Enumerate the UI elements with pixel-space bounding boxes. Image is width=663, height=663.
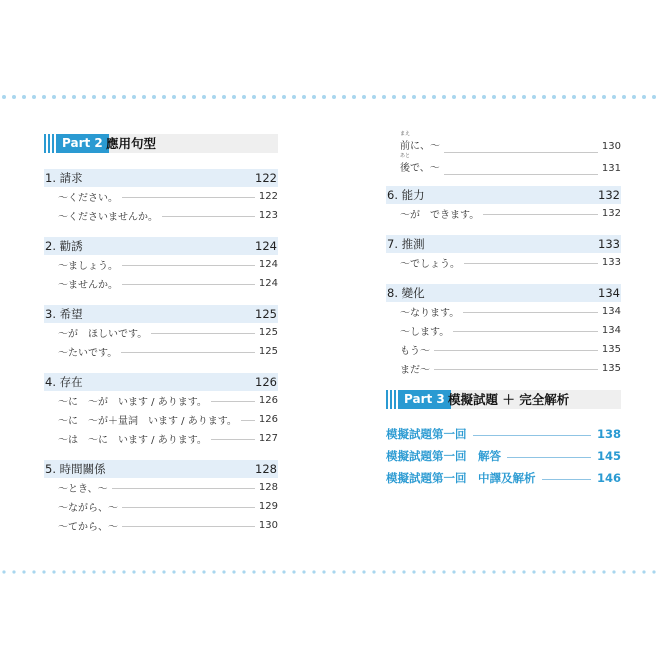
exam-label: 模擬試題第一回 解答 bbox=[386, 449, 501, 463]
entry-page-number: 133 bbox=[601, 257, 621, 268]
entry-label: もう～ bbox=[400, 346, 430, 357]
stripe-marker-icon bbox=[386, 390, 398, 409]
section-title: 8. 變化 bbox=[387, 286, 425, 300]
border-dot bbox=[422, 570, 425, 573]
toc-section bbox=[44, 373, 278, 448]
leader-line bbox=[542, 479, 591, 480]
leader-line bbox=[444, 174, 598, 175]
leader-line bbox=[453, 331, 598, 332]
border-dot bbox=[372, 95, 376, 99]
section-heading bbox=[44, 169, 278, 187]
border-dot bbox=[512, 95, 516, 99]
border-dot bbox=[232, 570, 235, 573]
border-dot bbox=[142, 570, 145, 573]
toc-entry bbox=[44, 410, 278, 429]
border-dot bbox=[462, 570, 465, 573]
border-dot bbox=[452, 570, 455, 573]
border-dot bbox=[642, 95, 646, 99]
entry-page-number: 122 bbox=[258, 191, 278, 202]
border-dot bbox=[12, 570, 15, 573]
border-dot bbox=[212, 570, 215, 573]
entry-label: ～します。 bbox=[400, 327, 450, 338]
entry-label: ～とき、～ bbox=[58, 484, 108, 495]
part2-tag: Part 2 bbox=[56, 134, 109, 153]
entry-page-number: 135 bbox=[601, 344, 621, 355]
section-heading bbox=[44, 237, 278, 255]
top-dot-border bbox=[0, 92, 663, 102]
part2-title: 應用句型 bbox=[106, 136, 157, 151]
border-dot bbox=[302, 95, 306, 99]
border-dot bbox=[252, 570, 255, 573]
toc-entry bbox=[44, 342, 278, 361]
entry-text: 前に、～ bbox=[400, 141, 440, 152]
border-dot bbox=[502, 570, 505, 573]
border-dot bbox=[612, 570, 615, 573]
border-dot bbox=[322, 95, 326, 99]
border-dot bbox=[542, 570, 545, 573]
border-dot bbox=[62, 570, 65, 573]
leader-line bbox=[121, 352, 255, 353]
border-dot bbox=[122, 570, 125, 573]
border-dot bbox=[382, 570, 385, 573]
section-page-number: 126 bbox=[255, 375, 277, 389]
entry-page-number: 130 bbox=[601, 141, 621, 152]
border-dot bbox=[472, 95, 476, 99]
entry-label: ～は ～に います / あります。 bbox=[58, 435, 207, 446]
toc-entry bbox=[44, 187, 278, 206]
border-dot bbox=[622, 570, 625, 573]
border-dot bbox=[522, 95, 526, 99]
border-dot bbox=[432, 95, 436, 99]
border-dot bbox=[132, 570, 135, 573]
border-dot bbox=[412, 570, 415, 573]
border-dot bbox=[612, 95, 616, 99]
border-dot bbox=[102, 95, 106, 99]
border-dot bbox=[242, 95, 246, 99]
border-dot bbox=[322, 570, 325, 573]
leader-line bbox=[211, 439, 255, 440]
furigana: あと bbox=[400, 153, 411, 159]
border-dot bbox=[62, 95, 66, 99]
border-dot bbox=[252, 95, 256, 99]
border-dot bbox=[72, 570, 75, 573]
border-dot bbox=[72, 95, 76, 99]
border-dot bbox=[542, 95, 546, 99]
border-dot bbox=[532, 95, 536, 99]
border-dot bbox=[462, 95, 466, 99]
entry-page-number: 125 bbox=[258, 346, 278, 357]
section-page-number: 125 bbox=[255, 307, 277, 321]
leader-line bbox=[434, 350, 598, 351]
toc-section bbox=[44, 169, 278, 225]
entry-page-number: 128 bbox=[258, 482, 278, 493]
toc-section bbox=[386, 186, 621, 223]
toc-entry bbox=[386, 302, 621, 321]
toc-entry bbox=[44, 206, 278, 225]
entry-page-number: 123 bbox=[258, 210, 278, 221]
border-dot bbox=[152, 570, 155, 573]
border-dot bbox=[172, 95, 176, 99]
border-dot bbox=[242, 570, 245, 573]
section-heading bbox=[44, 460, 278, 478]
border-dot bbox=[152, 95, 156, 99]
leader-line bbox=[122, 526, 255, 527]
right-column bbox=[386, 131, 621, 489]
bottom-dot-border bbox=[0, 567, 663, 577]
entry-page-number: 125 bbox=[258, 327, 278, 338]
entry-page-number: 130 bbox=[258, 520, 278, 531]
border-dot bbox=[312, 570, 315, 573]
section-heading bbox=[386, 235, 621, 253]
entry-page-number: 124 bbox=[258, 259, 278, 270]
border-dot bbox=[492, 570, 495, 573]
border-dot bbox=[442, 95, 446, 99]
exam-entry bbox=[386, 423, 621, 445]
entry-label: ～くださいませんか。 bbox=[58, 212, 158, 223]
section-title: 2. 勸誘 bbox=[45, 239, 83, 253]
border-dot bbox=[402, 95, 406, 99]
border-dot bbox=[562, 95, 566, 99]
part3-header bbox=[386, 390, 621, 409]
toc-entry bbox=[386, 204, 621, 223]
entry-label: ～てから、～ bbox=[58, 522, 118, 533]
border-dot bbox=[42, 95, 46, 99]
entry-page-number: 134 bbox=[601, 325, 621, 336]
border-dot bbox=[292, 95, 296, 99]
border-dot bbox=[32, 570, 35, 573]
leader-line bbox=[122, 507, 255, 508]
entry-label: ～たいです。 bbox=[58, 348, 118, 359]
border-dot bbox=[112, 570, 115, 573]
entry-label: ～に ～が＋量詞 います / あります。 bbox=[58, 416, 237, 427]
entry-label bbox=[386, 153, 440, 174]
border-dot bbox=[272, 570, 275, 573]
entry-text: 後で、～ bbox=[400, 163, 440, 174]
border-dot bbox=[392, 95, 396, 99]
toc-entry bbox=[386, 340, 621, 359]
border-dot bbox=[222, 570, 225, 573]
toc-entry bbox=[386, 153, 621, 175]
leader-line bbox=[122, 265, 255, 266]
border-dot bbox=[202, 95, 206, 99]
entry-page-number: 129 bbox=[258, 501, 278, 512]
border-dot bbox=[2, 95, 6, 99]
border-dot bbox=[2, 570, 5, 573]
entry-label: ～ましょう。 bbox=[58, 261, 118, 272]
border-dot bbox=[282, 570, 285, 573]
border-dot bbox=[652, 95, 656, 99]
leader-line bbox=[444, 152, 598, 153]
border-dot bbox=[92, 95, 96, 99]
border-dot bbox=[22, 95, 26, 99]
border-dot bbox=[172, 570, 175, 573]
entry-label: ～でしょう。 bbox=[400, 259, 460, 270]
border-dot bbox=[352, 95, 356, 99]
border-dot bbox=[192, 570, 195, 573]
border-dot bbox=[52, 95, 56, 99]
leader-line bbox=[241, 420, 255, 421]
leader-line bbox=[463, 312, 598, 313]
border-dot bbox=[472, 570, 475, 573]
entry-page-number: 134 bbox=[601, 306, 621, 317]
section-title: 1. 請求 bbox=[45, 171, 83, 185]
entry-label: ～に ～が います / あります。 bbox=[58, 397, 207, 408]
border-dot bbox=[312, 95, 316, 99]
border-dot bbox=[122, 95, 126, 99]
border-dot bbox=[632, 95, 636, 99]
left-column bbox=[44, 134, 278, 547]
section-page-number: 124 bbox=[255, 239, 277, 253]
section-heading bbox=[44, 373, 278, 391]
border-dot bbox=[592, 95, 596, 99]
border-dot bbox=[12, 95, 16, 99]
entry-label: まだ～ bbox=[400, 365, 430, 376]
border-dot bbox=[212, 95, 216, 99]
section-page-number: 132 bbox=[598, 188, 620, 202]
leader-line bbox=[122, 197, 255, 198]
exam-page-number: 145 bbox=[596, 449, 621, 463]
section-heading bbox=[44, 305, 278, 323]
exam-entry bbox=[386, 445, 621, 467]
section-page-number: 134 bbox=[598, 286, 620, 300]
leader-line bbox=[162, 216, 255, 217]
border-dot bbox=[582, 95, 586, 99]
section-title: 7. 推測 bbox=[387, 237, 425, 251]
exam-entry bbox=[386, 467, 621, 489]
entry-page-number: 126 bbox=[258, 395, 278, 406]
border-dot bbox=[512, 570, 515, 573]
border-dot bbox=[372, 570, 375, 573]
border-dot bbox=[282, 95, 286, 99]
border-dot bbox=[32, 95, 36, 99]
exam-label: 模擬試題第一回 bbox=[386, 427, 467, 441]
toc-section bbox=[386, 235, 621, 272]
toc-entry bbox=[386, 321, 621, 340]
border-dot bbox=[482, 570, 485, 573]
border-dot bbox=[432, 570, 435, 573]
border-dot bbox=[412, 95, 416, 99]
border-dot bbox=[552, 570, 555, 573]
border-dot bbox=[352, 570, 355, 573]
section-title: 5. 時間關係 bbox=[45, 462, 106, 476]
border-dot bbox=[422, 95, 426, 99]
border-dot bbox=[262, 570, 265, 573]
border-dot bbox=[22, 570, 25, 573]
leader-line bbox=[211, 401, 255, 402]
leader-line bbox=[473, 435, 591, 436]
furigana: まえ bbox=[400, 131, 411, 137]
section-heading bbox=[386, 284, 621, 302]
toc-section bbox=[44, 237, 278, 293]
section-page-number: 122 bbox=[255, 171, 277, 185]
border-dot bbox=[262, 95, 266, 99]
leader-line bbox=[434, 369, 598, 370]
border-dot bbox=[232, 95, 236, 99]
toc-entry bbox=[386, 131, 621, 153]
toc-entry bbox=[44, 497, 278, 516]
section-title: 4. 存在 bbox=[45, 375, 83, 389]
exam-page-number: 146 bbox=[596, 471, 621, 485]
border-dot bbox=[592, 570, 595, 573]
border-dot bbox=[112, 95, 116, 99]
section-title: 6. 能力 bbox=[387, 188, 425, 202]
leader-line bbox=[464, 263, 598, 264]
border-dot bbox=[492, 95, 496, 99]
border-dot bbox=[522, 570, 525, 573]
border-dot bbox=[392, 570, 395, 573]
border-dot bbox=[342, 95, 346, 99]
leader-line bbox=[151, 333, 255, 334]
border-dot bbox=[52, 570, 55, 573]
border-dot bbox=[622, 95, 626, 99]
entry-page-number: 127 bbox=[258, 433, 278, 444]
border-dot bbox=[302, 570, 305, 573]
right-top-entries bbox=[386, 131, 621, 175]
border-dot bbox=[572, 95, 576, 99]
toc-entry bbox=[44, 323, 278, 342]
border-dot bbox=[482, 95, 486, 99]
part2-header bbox=[44, 134, 278, 153]
border-dot bbox=[82, 95, 86, 99]
leader-line bbox=[122, 284, 255, 285]
exam-page-number: 138 bbox=[596, 427, 621, 441]
entry-page-number: 126 bbox=[258, 414, 278, 425]
border-dot bbox=[182, 95, 186, 99]
border-dot bbox=[192, 95, 196, 99]
part3-title: 模擬試題 ＋ 完全解析 bbox=[448, 392, 570, 407]
entry-label: ～ませんか。 bbox=[58, 280, 118, 291]
border-dot bbox=[82, 570, 85, 573]
leader-line bbox=[112, 488, 255, 489]
border-dot bbox=[502, 95, 506, 99]
border-dot bbox=[102, 570, 105, 573]
border-dot bbox=[222, 95, 226, 99]
entry-label bbox=[386, 131, 440, 152]
toc-entry bbox=[44, 274, 278, 293]
border-dot bbox=[162, 95, 166, 99]
border-dot bbox=[562, 570, 565, 573]
leader-line bbox=[507, 457, 591, 458]
toc-entry bbox=[386, 359, 621, 378]
border-dot bbox=[602, 95, 606, 99]
entry-page-number: 132 bbox=[601, 208, 621, 219]
border-dot bbox=[452, 95, 456, 99]
border-dot bbox=[202, 570, 205, 573]
entry-page-number: 124 bbox=[258, 278, 278, 289]
border-dot bbox=[532, 570, 535, 573]
entry-label: ～なります。 bbox=[400, 308, 460, 319]
border-dot bbox=[142, 95, 146, 99]
border-dot bbox=[42, 570, 45, 573]
entry-page-number: 131 bbox=[601, 163, 621, 174]
entry-label: ～が ほしいです。 bbox=[58, 329, 148, 340]
border-dot bbox=[292, 570, 295, 573]
toc-entry bbox=[44, 391, 278, 410]
border-dot bbox=[382, 95, 386, 99]
section-page-number: 133 bbox=[598, 237, 620, 251]
border-dot bbox=[402, 570, 405, 573]
border-dot bbox=[602, 570, 605, 573]
toc-entry bbox=[44, 478, 278, 497]
border-dot bbox=[362, 95, 366, 99]
border-dot bbox=[342, 570, 345, 573]
border-dot bbox=[442, 570, 445, 573]
leader-line bbox=[483, 214, 598, 215]
section-title: 3. 希望 bbox=[45, 307, 83, 321]
border-dot bbox=[632, 570, 635, 573]
toc-section bbox=[44, 460, 278, 535]
toc-entry bbox=[386, 253, 621, 272]
border-dot bbox=[362, 570, 365, 573]
border-dot bbox=[132, 95, 136, 99]
entry-label: ～が できます。 bbox=[400, 210, 480, 221]
border-dot bbox=[92, 570, 95, 573]
toc-section bbox=[386, 284, 621, 378]
part3-tag: Part 3 bbox=[398, 390, 451, 409]
border-dot bbox=[652, 570, 655, 573]
border-dot bbox=[272, 95, 276, 99]
section-heading bbox=[386, 186, 621, 204]
toc-section bbox=[44, 305, 278, 361]
entry-page-number: 135 bbox=[601, 363, 621, 374]
border-dot bbox=[182, 570, 185, 573]
entry-label: ～ながら、～ bbox=[58, 503, 118, 514]
section-page-number: 128 bbox=[255, 462, 277, 476]
border-dot bbox=[572, 570, 575, 573]
exam-label: 模擬試題第一回 中譯及解析 bbox=[386, 471, 536, 485]
border-dot bbox=[582, 570, 585, 573]
entry-label: ～ください。 bbox=[58, 193, 118, 204]
border-dot bbox=[332, 95, 336, 99]
toc-entry bbox=[44, 429, 278, 448]
toc-entry bbox=[44, 255, 278, 274]
border-dot bbox=[332, 570, 335, 573]
border-dot bbox=[642, 570, 645, 573]
toc-entry bbox=[44, 516, 278, 535]
border-dot bbox=[552, 95, 556, 99]
border-dot bbox=[162, 570, 165, 573]
stripe-marker-icon bbox=[44, 134, 56, 153]
